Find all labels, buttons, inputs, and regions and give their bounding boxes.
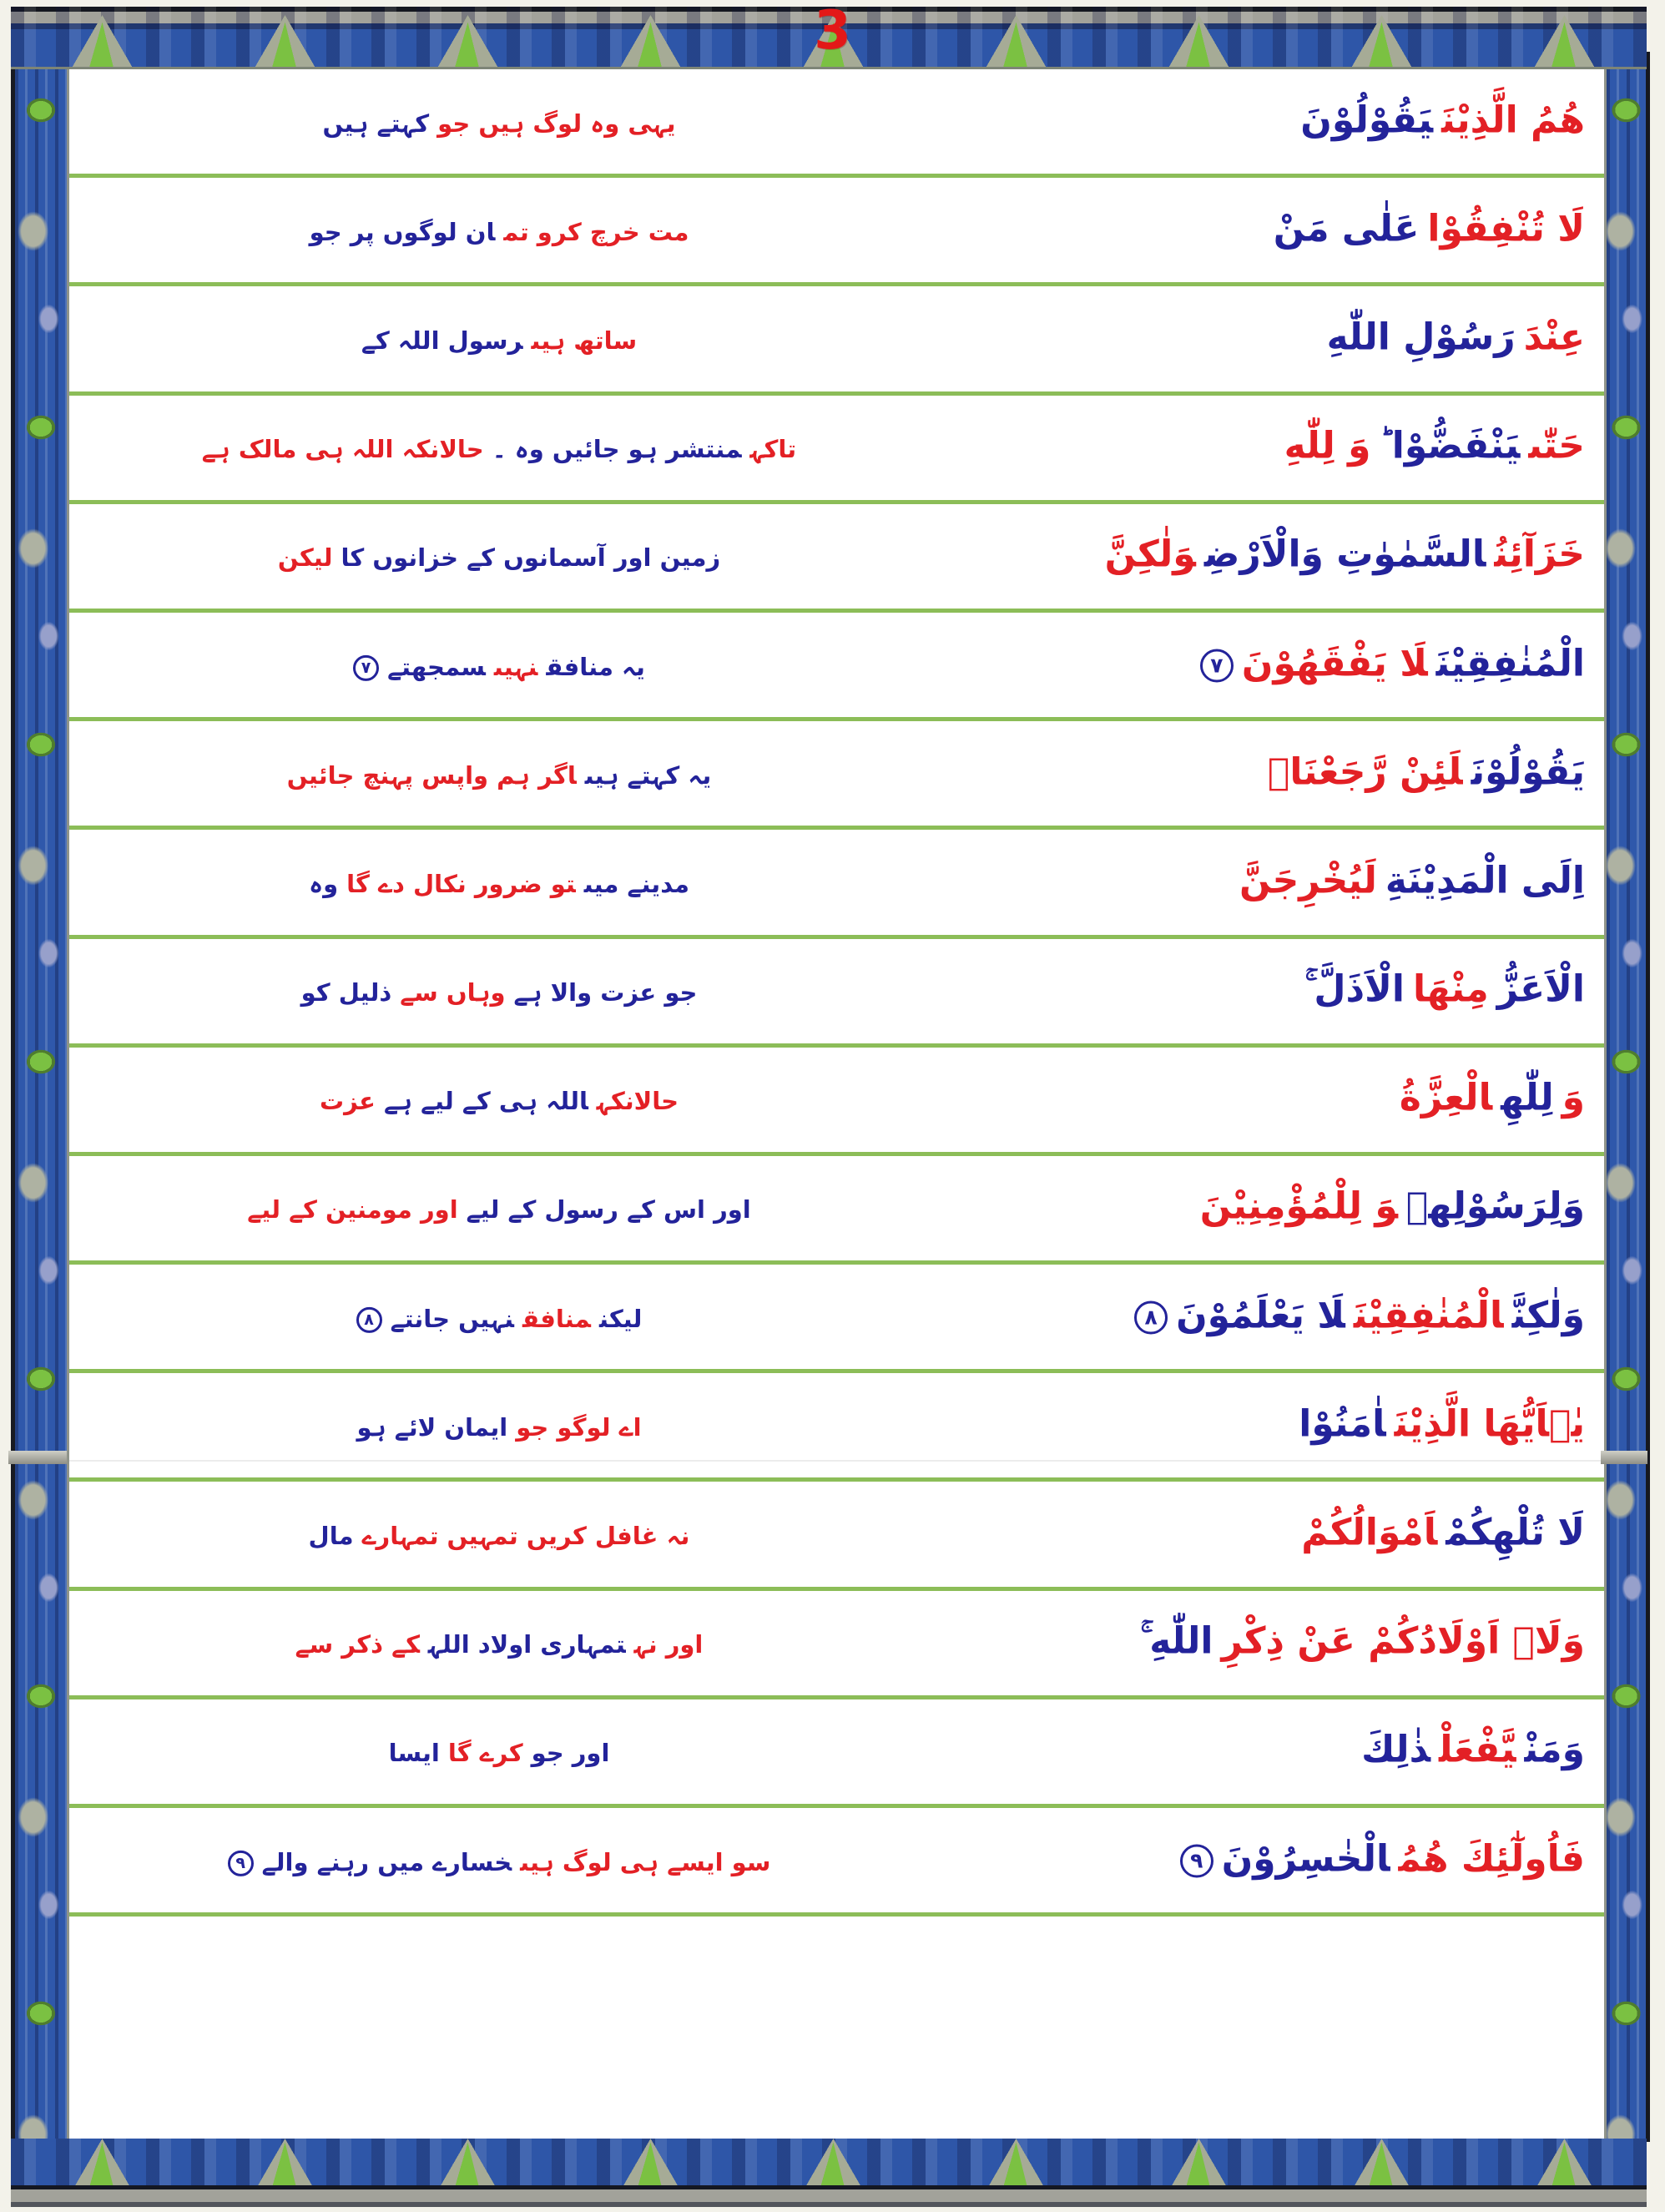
arabic-segment: يٰۤاَيُّهَا الَّذِيْنَ — [1394, 1402, 1585, 1446]
arabic-segment: الْخٰسِرُوْنَ — [1221, 1837, 1390, 1881]
urdu-segment: یہ منافق — [546, 652, 645, 681]
arabic-segment: اِلَى الْمَدِيْنَةِ — [1385, 859, 1585, 902]
arabic-verse — [1297, 1505, 1589, 1562]
page-seam-right — [1601, 1451, 1647, 1464]
verse-row — [65, 613, 1604, 721]
verse-row — [65, 1699, 1604, 1808]
urdu-segment: یہی وہ لوگ ہیں جو — [437, 109, 676, 138]
urdu-translation — [65, 1192, 933, 1229]
urdu-translation — [65, 215, 933, 251]
arabic-segment: لَا تُنْفِقُوْا — [1427, 207, 1585, 250]
arabic-segment: لَا يَعْلَمُوْنَ — [1176, 1294, 1345, 1337]
arabic-verse — [1235, 852, 1589, 909]
urdu-segment: ذلیل کو — [300, 977, 392, 1007]
urdu-segment: جو عزت والا ہے — [513, 977, 698, 1007]
urdu-segment: سو ایسے ہی لوگ ہیں — [520, 1847, 771, 1876]
ornamental-border-bottom — [11, 2139, 1647, 2207]
arabic-segment: لَا يَفْقَهُوْنَ — [1241, 642, 1428, 685]
urdu-translation — [65, 649, 933, 685]
verse-row — [65, 721, 1604, 830]
urdu-segment: اور مومنین کے لیے — [247, 1195, 458, 1225]
urdu-segment: اے لوگو جو — [516, 1412, 642, 1442]
urdu-translation — [65, 866, 933, 903]
urdu-segment: یہ کہتے ہیں — [584, 760, 712, 790]
arabic-segment: ذٰلِكَ — [1361, 1728, 1430, 1771]
ornamental-border-left — [11, 52, 69, 2142]
ornamental-border-right — [1604, 52, 1650, 2142]
urdu-segment: عزت — [319, 1087, 376, 1116]
urdu-segment: اللہ ہی کے لیے ہے — [383, 1087, 588, 1116]
page-number: 3 — [814, 0, 851, 62]
arabic-segment: وَلِرَسُوْلِهٖ — [1405, 1185, 1585, 1229]
arabic-verse — [1176, 1831, 1589, 1887]
verse-row — [65, 1048, 1604, 1156]
urdu-segment: تو ضرور نکال دے گا — [346, 869, 576, 898]
arabic-segment: خَزَآئِنُ — [1494, 533, 1585, 576]
verse-row — [65, 69, 1604, 178]
arabic-verse — [1296, 92, 1589, 149]
arabic-segment: لَيُخْرِجَنَّ — [1239, 859, 1377, 902]
verse-number-badge: ۸ — [1134, 1300, 1168, 1334]
urdu-translation — [65, 432, 933, 468]
arabic-segment: حَتّٰى — [1528, 424, 1585, 467]
verse-row — [65, 1265, 1604, 1373]
urdu-segment: نہیں جانتے — [390, 1304, 514, 1333]
urdu-segment: منافق — [522, 1304, 591, 1333]
verse-row — [65, 396, 1604, 504]
arabic-verse — [1269, 200, 1589, 257]
arabic-segment: وَ لِلّٰهِ — [1284, 424, 1371, 467]
verse-row — [65, 504, 1604, 613]
verses-area — [65, 65, 1604, 2141]
arabic-segment: اٰمَنُوْا — [1299, 1402, 1386, 1446]
arabic-verse — [1196, 635, 1589, 692]
urdu-segment: ساتھ ہیں — [531, 326, 638, 355]
urdu-segment: سمجھتے — [387, 652, 486, 681]
arabic-segment: الْاَذَلَّ ۚ — [1304, 967, 1405, 1011]
arabic-verse — [1294, 1396, 1589, 1452]
arabic-segment: الْمُنٰفِقِيْنَ — [1435, 642, 1585, 685]
urdu-segment: وہ — [309, 869, 339, 898]
urdu-translation — [65, 323, 933, 360]
urdu-segment: نہیں — [493, 652, 538, 681]
urdu-segment: اگر ہم واپس پہنچ جائیں — [286, 760, 577, 790]
verse-number-badge: ۷ — [1200, 649, 1234, 682]
arabic-segment: يَّفْعَلْ — [1439, 1728, 1516, 1771]
arabic-verse — [1357, 1722, 1589, 1779]
urdu-segment: تمہاری اولاد اللہ — [427, 1630, 626, 1659]
urdu-segment: لیکن — [598, 1304, 643, 1333]
arabic-segment: السَّمٰوٰتِ وَالْاَرْضِ — [1203, 533, 1486, 576]
arabic-segment: لَا تُلْهِكُمْ — [1446, 1511, 1585, 1554]
arabic-segment: هُمُ الَّذِيْنَ — [1441, 98, 1585, 142]
verse-row — [65, 939, 1604, 1048]
arabic-segment: لَئِنْ رَّجَعْنَاۤ — [1267, 750, 1463, 794]
urdu-segment: وہاں سے — [400, 977, 506, 1007]
urdu-segment: حالانکہ — [596, 1087, 679, 1116]
urdu-segment: حالانکہ اللہ ہی مالک ہے — [201, 435, 484, 464]
urdu-segment: تاکہ — [749, 435, 797, 464]
arabic-segment: رَسُوْلِ اللّٰهِ — [1326, 316, 1516, 359]
urdu-translation — [65, 1627, 933, 1664]
urdu-translation — [65, 1735, 933, 1772]
verse-row — [65, 286, 1604, 395]
page-seam-left — [8, 1451, 67, 1464]
urdu-translation — [65, 1410, 933, 1447]
arabic-segment: وَ لِلْمُؤْمِنِيْنَ — [1199, 1185, 1398, 1229]
verse-row — [65, 1591, 1604, 1699]
urdu-translation — [65, 105, 933, 142]
verse-row — [65, 1156, 1604, 1265]
verse-number-badge: ۷ — [353, 655, 379, 681]
arabic-segment: اَمْوَالُكُمْ — [1301, 1511, 1438, 1554]
urdu-segment: لیکن — [277, 543, 333, 573]
arabic-segment: لِلّٰهِ — [1501, 1076, 1554, 1119]
urdu-segment: ایمان لائے ہو — [356, 1412, 508, 1442]
arabic-verse — [1395, 1070, 1589, 1127]
urdu-segment: کرے گا — [447, 1739, 523, 1768]
arabic-segment: عَلٰى مَنْ — [1273, 207, 1420, 250]
arabic-segment: يَقُوْلُوْنَ — [1471, 750, 1585, 794]
arabic-segment: فَاُولٰٓئِكَ هُمُ — [1398, 1837, 1585, 1881]
urdu-translation — [65, 540, 933, 577]
urdu-translation — [65, 1844, 933, 1881]
urdu-segment: مال — [308, 1521, 354, 1550]
urdu-segment: کے ذکر سے — [295, 1630, 420, 1659]
verse-row — [65, 1808, 1604, 1917]
urdu-translation — [65, 1083, 933, 1120]
urdu-translation — [65, 1518, 933, 1555]
urdu-translation — [65, 1301, 933, 1338]
urdu-segment: منتشر ہو جائیں وہ ۔ — [492, 435, 742, 464]
verse-row — [65, 1482, 1604, 1590]
verse-row — [65, 1373, 1604, 1482]
verse-row — [65, 830, 1604, 938]
urdu-segment: کہتے ہیں — [322, 109, 430, 138]
arabic-verse — [1136, 1614, 1589, 1670]
page-seam — [65, 1460, 1602, 1462]
arabic-verse — [1323, 310, 1589, 366]
arabic-verse — [1196, 1179, 1589, 1235]
urdu-segment: اور اس کے رسول کے لیے — [466, 1195, 751, 1225]
arabic-verse — [1264, 744, 1589, 800]
urdu-segment: مت خرچ کرو تم — [503, 217, 689, 246]
urdu-translation — [65, 758, 933, 795]
urdu-segment: خسارے میں رہنے والے — [261, 1847, 512, 1876]
arabic-segment: وَلٰكِنَّ — [1104, 533, 1196, 576]
arabic-verse — [1130, 1287, 1589, 1344]
urdu-segment: اور جو — [531, 1739, 610, 1768]
arabic-segment: الْمُنٰفِقِيْنَ — [1353, 1294, 1504, 1337]
verse-row — [65, 178, 1604, 286]
arabic-segment: اللّٰهِ ۚ — [1140, 1619, 1213, 1663]
urdu-translation — [65, 975, 933, 1012]
verse-number-badge: ۸ — [356, 1307, 382, 1333]
arabic-verse — [1300, 962, 1589, 1018]
urdu-segment: مدینے میں — [583, 869, 689, 898]
urdu-segment: ان لوگوں پر جو — [309, 217, 496, 246]
urdu-segment: اور نہ — [633, 1630, 704, 1659]
arabic-segment: عِنْدَ — [1523, 316, 1585, 359]
verse-number-badge: ۹ — [228, 1851, 254, 1876]
arabic-segment: الْاَعَزُّ — [1496, 967, 1585, 1011]
urdu-segment: زمین اور آسمانوں کے خزانوں کا — [341, 543, 721, 573]
urdu-segment: ایسا — [388, 1739, 440, 1768]
arabic-verse — [1280, 418, 1589, 475]
arabic-segment: وَمَنْ — [1524, 1728, 1585, 1771]
arabic-verse — [1101, 527, 1589, 583]
verse-number-badge: ۹ — [1180, 1844, 1213, 1877]
arabic-segment: وَ — [1562, 1076, 1585, 1119]
arabic-segment: يَقُوْلُوْنَ — [1300, 98, 1434, 142]
arabic-segment: وَلٰكِنَّ — [1511, 1294, 1585, 1337]
arabic-segment: الْعِزَّةُ — [1399, 1076, 1493, 1119]
arabic-segment: مِنْهَا — [1412, 967, 1489, 1011]
urdu-segment: رسول اللہ کے — [361, 326, 523, 355]
urdu-segment: نہ غافل کریں تمہیں تمہارے — [361, 1521, 690, 1550]
arabic-segment: يَنْفَضُّوْا ؕ — [1379, 424, 1521, 467]
arabic-segment: وَلَاۤ اَوْلَادُكُمْ عَنْ ذِكْرِ — [1221, 1619, 1585, 1663]
